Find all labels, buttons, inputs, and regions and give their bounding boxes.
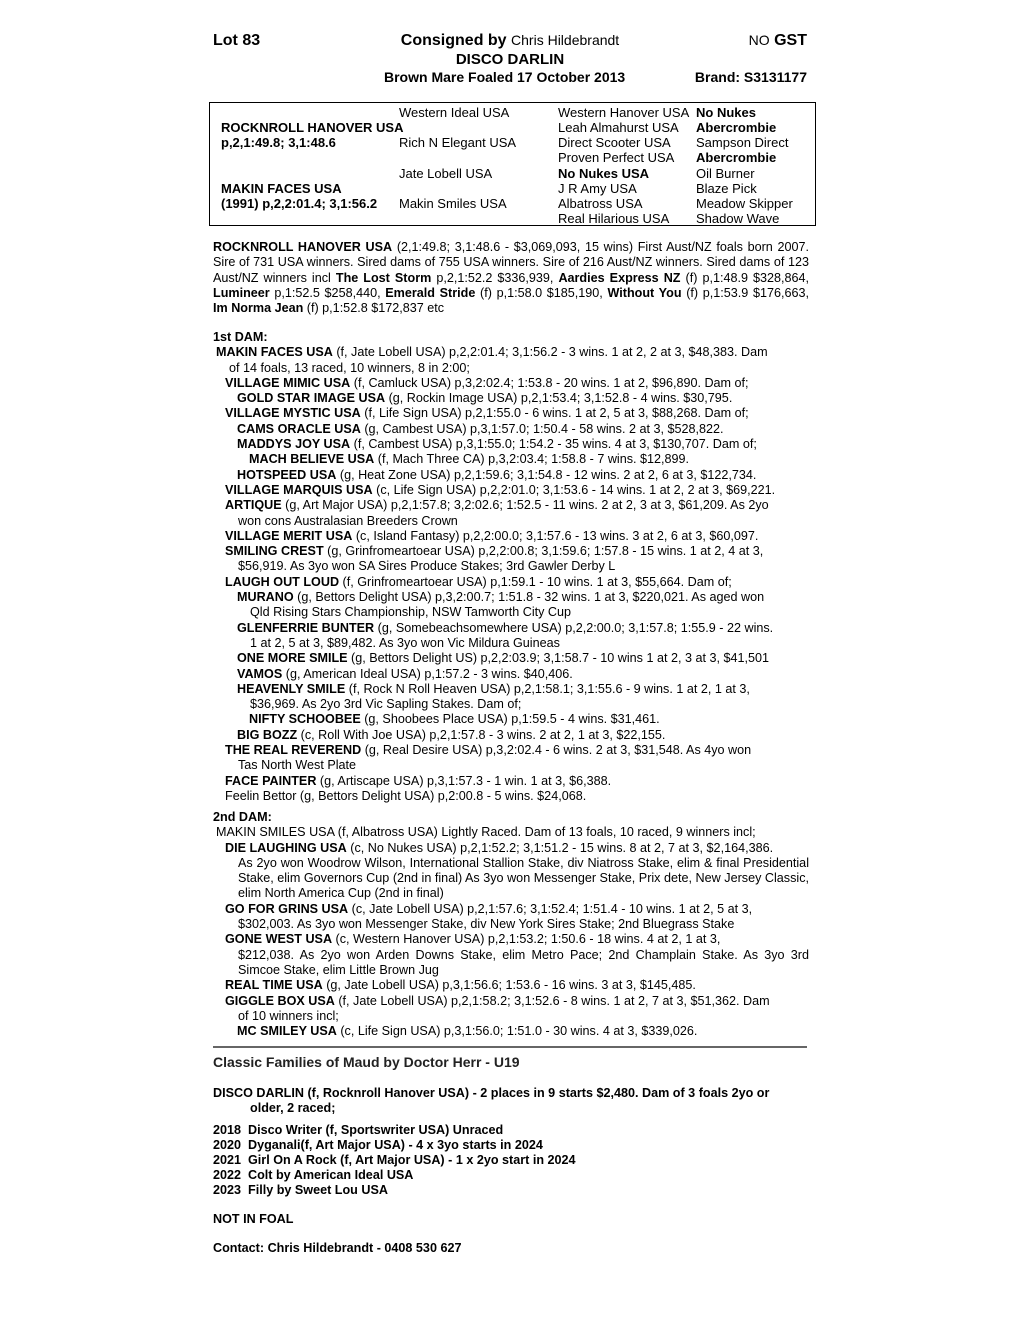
entry-text: (f, Life Sign USA) p,2,1:55.0 - 6 wins. 1 at 2, 5 at 3, $88,268. Dam of; xyxy=(360,406,749,421)
entry-name: VAMOS xyxy=(237,666,283,681)
pedigree-g4: Proven Perfect USA xyxy=(558,150,675,165)
entry-text: (f, Grinfromeartoear USA) p,1:59.1 - 10 wins. 1 at 3, $55,664. Dam of; xyxy=(339,574,732,589)
entry-text: (f, Mach Three CA) p,3,2:03.4; 1:58.8 - 7 wins. $12,899. xyxy=(374,452,690,467)
entry-text: (g, Jate Lobell USA) p,3,1:56.6; 1:53.6 - 16 wins. 3 at 3, $145,485. xyxy=(322,978,696,993)
pedigree-g7b: Meadow Skipper xyxy=(696,196,793,211)
section-divider xyxy=(213,1046,807,1048)
entry-name: MURANO xyxy=(237,590,294,605)
pedigree-entry xyxy=(213,994,809,1009)
entry-name: BIG BOZZ xyxy=(237,727,298,742)
entry-text: MAKIN SMILES USA (f, Albatross USA) Lightly Raced. Dam of 13 foals, 10 raced, 9 winners incl; xyxy=(216,825,756,840)
pedigree-entry xyxy=(213,621,809,636)
winner-4-text: (f) p,1:58.0 $185,190, xyxy=(475,285,608,300)
gst-no: NO xyxy=(748,32,770,48)
pedigree-g5: No Nukes USA xyxy=(558,166,650,181)
pedigree-entry xyxy=(213,789,809,804)
pedigree-entry xyxy=(213,406,809,421)
pedigree-entry xyxy=(213,483,809,498)
entry-name: MC SMILEY USA xyxy=(237,1024,337,1039)
winner-1-text: p,2,1:52.2 $336,939, xyxy=(431,270,559,285)
winner-5: Without You xyxy=(607,285,682,300)
entry-continuation: of 14 foals, 13 raced, 10 winners, 8 in 2:00; xyxy=(229,360,470,375)
foal-status: NOT IN FOAL xyxy=(213,1212,294,1226)
entry-name: FACE PAINTER xyxy=(225,773,317,788)
pedigree-dam-record: (1991) p,2,2:01.4; 3,1:56.2 xyxy=(221,196,378,211)
pedigree-entry xyxy=(213,743,809,758)
pedigree-dam: MAKIN FACES USA xyxy=(221,181,342,196)
entry-name: MAKIN FACES USA xyxy=(216,345,333,360)
catalogue-header xyxy=(213,32,807,88)
entry-text: (c, Life Sign USA) p,3,1:56.0; 1:51.0 - 30 wins. 4 at 3, $339,026. xyxy=(336,1024,698,1039)
entry-text: (f, Cambest USA) p,3,1:55.0; 1:54.2 - 35 wins. 4 at 3, $130,707. Dam of; xyxy=(350,437,757,452)
consignor-line xyxy=(213,32,807,50)
entry-name: LAUGH OUT LOUD xyxy=(225,574,340,589)
produce-intro: DISCO DARLIN (f, Rocknroll Hanover USA) - 2 places in 9 starts $2,480. Dam of 3 foals 2yo or xyxy=(213,1086,770,1100)
winner-4: Emerald Stride xyxy=(385,285,476,300)
entry-name: GLENFERRIE BUNTER xyxy=(237,620,375,635)
entry-continuation: $302,003. As 3yo won Messenger Stake, div New York Sires Stake; 2nd Bluegrass Stake xyxy=(238,917,735,932)
entry-text: (g, Art Major USA) p,2,1:57.8; 3,2:02.6; 1:52.5 - 11 wins. 2 at 2, 3 at 3, $61,209. As 2yo xyxy=(281,498,769,513)
winner-6-text: (f) p,1:52.8 $172,837 etc xyxy=(303,301,445,316)
entry-continuation: Tas North West Plate xyxy=(238,758,357,773)
entry-name: MADDYS JOY USA xyxy=(237,437,351,452)
pedigree-dam-dam: Makin Smiles USA xyxy=(399,196,507,211)
entry-text: (g, Real Desire USA) p,3,2:02.4 - 6 wins. 2 at 3, $31,548. As 4yo won xyxy=(361,743,752,758)
pedigree-entry xyxy=(213,841,809,856)
entry-text: (g, Grinfromeartoear USA) p,2,2:00.8; 3,1:59.6; 1:57.8 - 15 wins. 1 at 2, 4 at 3, xyxy=(323,544,764,559)
entry-text: (c, Roll With Joe USA) p,2,1:57.8 - 3 wins. 2 at 2, 1 at 3, $22,155. xyxy=(297,727,666,742)
pedigree-entry xyxy=(213,825,809,840)
entry-name: VILLAGE MIMIC USA xyxy=(225,375,351,390)
pedigree-sire: ROCKNROLL HANOVER USA xyxy=(221,120,404,135)
entry-name: MACH BELIEVE USA xyxy=(249,452,375,467)
sire-note-text: (2,1:49.8; 3,1:48.6 - $3,069,093, 15 wins) First Aust/NZ foals born 2007. Sire of 731 USA winners. Sired dams of 755 USA winners. Sire of 216 Aust/NZ winners. Sired dams of 123 Aust/NZ winners incl xyxy=(213,240,809,285)
brand-number: Brand: S3131177 xyxy=(694,69,807,85)
pedigree-entry xyxy=(213,590,809,605)
first-dam-heading: 1st DAM: xyxy=(213,330,268,344)
pedigree-g1: Western Hanover USA xyxy=(558,105,690,120)
pedigree-entry xyxy=(213,437,809,452)
entry-continuation: of 10 winners incl; xyxy=(238,1008,339,1023)
sire-note xyxy=(213,240,809,316)
pedigree-g2: Leah Almahurst USA xyxy=(558,120,679,135)
pedigree-entry xyxy=(213,1024,809,1039)
second-dam-list xyxy=(213,825,809,1039)
pedigree-entry xyxy=(213,682,809,697)
entry-name: HEAVENLY SMILE xyxy=(237,681,346,696)
sire-note-name: ROCKNROLL HANOVER USA xyxy=(213,240,393,254)
second-dam-section xyxy=(213,810,809,1039)
pedigree-g8: Real Hilarious USA xyxy=(558,211,670,226)
entry-text: (g, Rockin Image USA) p,2,1:53.4; 3,1:52.8 - 4 wins. $30,795. xyxy=(385,391,733,406)
entry-name: NIFTY SCHOOBEE xyxy=(249,712,361,727)
entry-text: (c, No Nukes USA) p,2,1:52.2; 3,1:51.2 - 15 wins. 8 at 2, 7 at 3, $2,164,386. xyxy=(346,840,774,855)
winner-3: Lumineer xyxy=(213,285,270,300)
entry-name: ARTIQUE xyxy=(225,498,282,513)
pedigree-g8b: Shadow Wave xyxy=(696,211,780,226)
pedigree-g2b: Abercrombie xyxy=(696,120,777,135)
pedigree-g6b: Blaze Pick xyxy=(696,181,757,196)
pedigree-sire-record: p,2,1:49.8; 3,1:48.6 xyxy=(221,135,336,150)
winner-2: Aardies Express NZ xyxy=(558,270,681,285)
winner-3-text: p,1:52.5 $258,440, xyxy=(269,285,386,300)
produce-item: 2020 Dyganali(f, Art Major USA) - 4 x 3yo starts in 2024 xyxy=(213,1138,543,1152)
entry-name: GOLD STAR IMAGE USA xyxy=(237,391,386,406)
entry-continuation: 1 at 2, 5 at 3, $89,482. As 3yo won Vic Mildura Guineas xyxy=(250,635,560,650)
entry-text: (c, Western Hanover USA) p,2,1:53.2; 1:50.6 - 18 wins. 4 at 2, 1 at 3, xyxy=(332,932,721,947)
entry-text: (g, Artiscape USA) p,3,1:57.3 - 1 win. 1 at 3, $6,388. xyxy=(316,773,612,788)
entry-text: (f, Jate Lobell USA) p,2,1:58.2; 3,1:52.6 - 8 wins. 1 at 2, 7 at 3, $51,362. Dam xyxy=(334,993,770,1008)
pedigree-sire-sire: Western Ideal USA xyxy=(399,105,510,120)
pedigree-g4b: Abercrombie xyxy=(696,150,777,165)
entry-name: HOTSPEED USA xyxy=(237,467,337,482)
pedigree-g1b: No Nukes xyxy=(696,105,756,120)
second-dam-heading: 2nd DAM: xyxy=(213,810,272,824)
consignor-name: Chris Hildebrandt xyxy=(511,32,620,48)
entry-text: (g, Somebeachsomewhere USA) p,2,2:00.0; 3,1:57.8; 1:55.9 - 22 wins. xyxy=(374,620,774,635)
consigned-label: Consigned by xyxy=(400,32,507,49)
entry-text: (g, Bettors Delight US) p,2,2:03.9; 3,1:58.7 - 10 wins 1 at 2, 3 at 3, $41,501 xyxy=(347,651,770,666)
entry-text: (g, Cambest USA) p,3,1:57.0; 1:50.4 - 58 wins. 2 at 3, $528,822. xyxy=(360,421,724,436)
winner-6: Im Norma Jean xyxy=(213,301,304,316)
produce-item: 2022 Colt by American Ideal USA xyxy=(213,1168,414,1182)
pedigree-dam-sire: Jate Lobell USA xyxy=(399,166,493,181)
entry-continuation: As 2yo won Woodrow Wilson, International Stallion Stake, div Niatross Stake, elim & final Presidential Stake, elim Governors Cup (2nd in final) As 3yo won Messenger Stake, Prix dete, New Jersey Classic, elim North America Cup (2nd in final) xyxy=(238,855,809,901)
pedigree-entry xyxy=(213,468,809,483)
produce-item: 2023 Filly by Sweet Lou USA xyxy=(213,1183,388,1197)
produce-record xyxy=(213,1086,813,1256)
pedigree-entry xyxy=(213,667,809,682)
first-dam-list xyxy=(213,345,809,804)
pedigree-g3b: Sampson Direct xyxy=(696,135,789,150)
entry-continuation: Qld Rising Stars Championship, NSW Tamworth City Cup xyxy=(250,605,572,620)
entry-name: SMILING CREST xyxy=(225,544,324,559)
gst-label: GST xyxy=(774,32,807,49)
entry-continuation: $36,969. As 2yo 3rd Vic Sapling Stakes. Dam of; xyxy=(250,697,522,712)
entry-name: REAL TIME USA xyxy=(225,978,323,993)
pedigree-entry xyxy=(213,575,809,590)
produce-item: 2021 Girl On A Rock (f, Art Major USA) - 1 x 2yo start in 2024 xyxy=(213,1153,576,1167)
pedigree-entry xyxy=(213,345,809,360)
winner-2-text: (f) p,1:48.9 $328,864, xyxy=(680,270,810,285)
produce-intro-cont: older, 2 raced; xyxy=(250,1101,336,1115)
pedigree-entry xyxy=(213,391,809,406)
pedigree-entry xyxy=(213,376,809,391)
horse-description: Brown Mare Foaled 17 October 2013 xyxy=(384,69,626,85)
pedigree-g6: J R Amy USA xyxy=(558,181,637,196)
produce-item: 2018 Disco Writer (f, Sportswriter USA) Unraced xyxy=(213,1123,504,1137)
pedigree-g5b: Oil Burner xyxy=(696,166,755,181)
first-dam-section xyxy=(213,330,809,804)
pedigree-g3: Direct Scooter USA xyxy=(558,135,671,150)
entry-name: GIGGLE BOX USA xyxy=(225,993,335,1008)
entry-continuation: won cons Australasian Breeders Crown xyxy=(238,513,458,528)
winner-1: The Lost Storm xyxy=(335,270,432,285)
gst-status xyxy=(749,32,807,50)
pedigree-g7: Albatross USA xyxy=(558,196,643,211)
pedigree-entry xyxy=(213,452,809,467)
horse-name: DISCO DARLIN xyxy=(455,51,565,68)
pedigree-entry xyxy=(213,544,809,559)
pedigree-entry xyxy=(213,902,809,917)
entry-text: (c, Jate Lobell USA) p,2,1:57.6; 3,1:52.4; 1:51.4 - 10 wins. 1 at 2, 5 at 3, xyxy=(348,901,753,916)
winner-5-text: (f) p,1:53.9 $176,663, xyxy=(681,285,809,300)
entry-name: VILLAGE MERIT USA xyxy=(225,528,353,543)
pedigree-sire-dam: Rich N Elegant USA xyxy=(399,135,517,150)
entry-text: (c, Life Sign USA) p,2,2:01.0; 3,1:53.6 - 14 wins. 1 at 2, 2 at 3, $69,221. xyxy=(372,482,776,497)
entry-continuation: $212,038. As 2yo won Arden Downs Stake, elim Metro Pace; 2nd Champlain Stake. As 3yo 3rd Simcoe Stake, elim Little Brown Jug xyxy=(238,947,809,977)
sire-paragraph xyxy=(213,240,809,316)
entry-name: DIE LAUGHING USA xyxy=(225,840,347,855)
entry-text: (f, Jate Lobell USA) p,2,2:01.4; 3,1:56.2 - 3 wins. 1 at 2, 2 at 3, $48,383. Dam xyxy=(332,345,768,360)
pedigree-entry xyxy=(213,728,809,743)
pedigree-entry xyxy=(213,774,809,789)
entry-text: (g, American Ideal USA) p,1:57.2 - 3 wins. $40,406. xyxy=(282,666,573,681)
pedigree-table xyxy=(209,102,816,226)
pedigree-entry xyxy=(213,932,809,947)
pedigree-entry xyxy=(213,712,809,727)
pedigree-entry xyxy=(213,651,809,666)
entry-name: VILLAGE MYSTIC USA xyxy=(225,406,361,421)
entry-name: VILLAGE MARQUIS USA xyxy=(225,482,373,497)
entry-text: Feelin Bettor (g, Bettors Delight USA) p,2:00.8 - 5 wins. $24,068. xyxy=(225,788,587,803)
entry-text: (f, Camluck USA) p,3,2:02.4; 1:53.8 - 20 wins. 1 at 2, $96,890. Dam of; xyxy=(350,375,749,390)
lot-number: Lot 83 xyxy=(213,32,261,49)
family-heading: Classic Families of Maud by Doctor Herr - U19 xyxy=(213,1054,520,1070)
pedigree-entry xyxy=(213,498,809,513)
entry-text: (g, Shoobees Place USA) p,1:59.5 - 4 wins. $31,461. xyxy=(360,712,660,727)
entry-text: (g, Heat Zone USA) p,2,1:59.6; 3,1:54.8 - 12 wins. 2 at 2, 6 at 3, $122,734. xyxy=(336,467,757,482)
entry-text: (g, Bettors Delight USA) p,3,2:00.7; 1:51.8 - 32 wins. 1 at 3, $220,021. As aged won xyxy=(293,590,765,605)
contact-line: Contact: Chris Hildebrandt - 0408 530 627 xyxy=(213,1241,462,1255)
entry-name: GO FOR GRINS USA xyxy=(225,901,349,916)
entry-continuation: $56,919. As 3yo won SA Sires Produce Stakes; 3rd Gawler Derby L xyxy=(238,559,616,574)
entry-name: ONE MORE SMILE xyxy=(237,651,348,666)
entry-name: THE REAL REVEREND xyxy=(225,743,362,758)
pedigree-entry xyxy=(213,529,809,544)
entry-name: GONE WEST USA xyxy=(225,932,333,947)
entry-name: CAMS ORACLE USA xyxy=(237,421,361,436)
pedigree-entry xyxy=(213,978,809,993)
pedigree-entry xyxy=(213,422,809,437)
entry-text: (f, Rock N Roll Heaven USA) p,2,1:58.1; 3,1:55.6 - 9 wins. 1 at 2, 1 at 3, xyxy=(345,681,750,696)
entry-text: (c, Island Fantasy) p,2,2:00.0; 3,1:57.6 - 13 wins. 3 at 2, 6 at 3, $60,097. xyxy=(352,528,759,543)
